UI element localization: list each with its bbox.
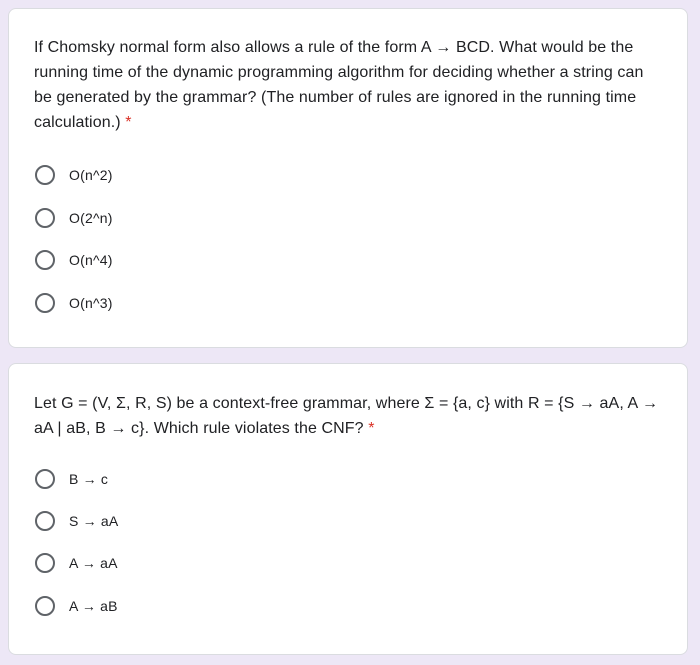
question-card-2 bbox=[8, 363, 688, 655]
required-asterisk: * bbox=[125, 114, 132, 131]
radio-button[interactable] bbox=[35, 208, 55, 228]
option-label: A → aB bbox=[69, 598, 118, 614]
radio-button[interactable] bbox=[35, 165, 55, 185]
option-label: O(n^4) bbox=[69, 252, 113, 268]
option-s-aa[interactable] bbox=[35, 509, 118, 533]
option-label: O(n^2) bbox=[69, 167, 113, 183]
option-o-n4[interactable] bbox=[35, 248, 113, 272]
question-text: If Chomsky normal form also allows a rule of the form A → BCD. What would be the running time of the dynamic programming algorithm for deciding whether a string can be generated by the grammar? (The number of rules are ignored in the running time calculation.) * bbox=[34, 39, 644, 131]
radio-button[interactable] bbox=[35, 469, 55, 489]
radio-button[interactable] bbox=[35, 511, 55, 531]
question-card-1 bbox=[8, 8, 688, 348]
radio-button[interactable] bbox=[35, 293, 55, 313]
option-label: O(n^3) bbox=[69, 295, 113, 311]
option-label: A → aA bbox=[69, 555, 118, 571]
option-o-n2[interactable] bbox=[35, 163, 113, 187]
option-label: B → c bbox=[69, 471, 109, 487]
radio-button[interactable] bbox=[35, 596, 55, 616]
radio-button[interactable] bbox=[35, 553, 55, 573]
option-o-n3[interactable] bbox=[35, 291, 113, 315]
option-b-c[interactable] bbox=[35, 467, 108, 491]
radio-button[interactable] bbox=[35, 250, 55, 270]
option-a-ab[interactable] bbox=[35, 594, 118, 618]
question-text: Let G = (V, Σ, R, S) be a context-free grammar, where Σ = {a, c} with R = {S → aA, A → aA | aB, B → c}. Which rule violates the CNF? * bbox=[34, 395, 659, 437]
option-label: S → aA bbox=[69, 513, 119, 529]
option-o-2n[interactable] bbox=[35, 206, 113, 230]
required-asterisk: * bbox=[368, 420, 375, 437]
option-label: O(2^n) bbox=[69, 210, 113, 226]
option-a-aa[interactable] bbox=[35, 551, 118, 575]
